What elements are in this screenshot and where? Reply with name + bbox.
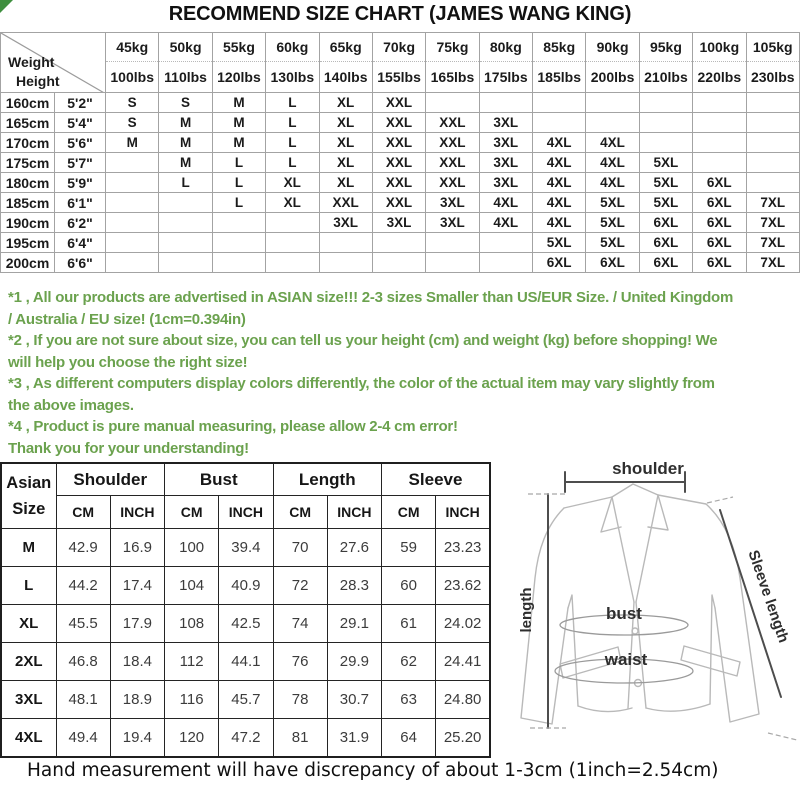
- recommended-size-cell: [479, 253, 532, 273]
- weight-lbs-header: 165lbs: [426, 62, 479, 93]
- recommended-size-cell: XL: [266, 193, 319, 213]
- weight-kg-header: 75kg: [426, 33, 479, 62]
- recommended-size-cell: 5XL: [586, 193, 639, 213]
- measurement-value-cell: 48.1: [56, 681, 110, 719]
- recommended-size-cell: [533, 113, 586, 133]
- size-label: Size: [12, 500, 46, 518]
- measurement-value-cell: 44.1: [219, 643, 273, 681]
- asian-size-row-header: 3XL: [1, 681, 56, 719]
- weight-kg-header: 70kg: [372, 33, 425, 62]
- height-cm-header: 195cm: [1, 233, 55, 253]
- recommended-size-cell: 6XL: [639, 253, 692, 273]
- recommended-size-cell: 3XL: [372, 213, 425, 233]
- measure-row: [1, 605, 490, 643]
- measurement-value-cell: 23.62: [436, 567, 490, 605]
- matrix-row: [1, 173, 800, 193]
- recommended-size-cell: 5XL: [533, 233, 586, 253]
- weight-lbs-header: 175lbs: [479, 62, 532, 93]
- height-ft-header: 6'2": [55, 213, 106, 233]
- recommended-size-cell: [266, 233, 319, 253]
- recommended-size-cell: [319, 253, 372, 273]
- recommended-size-cell: [319, 233, 372, 253]
- recommended-size-cell: 6XL: [586, 253, 639, 273]
- measure-row: [1, 681, 490, 719]
- recommended-size-cell: 6XL: [693, 193, 746, 213]
- matrix-header-row-lbs: [1, 62, 800, 93]
- measurement-value-cell: 47.2: [219, 719, 273, 758]
- recommended-size-cell: [159, 193, 212, 213]
- recommended-size-cell: [266, 253, 319, 273]
- recommended-size-cell: 6XL: [693, 213, 746, 233]
- corner-height-label: Height: [16, 73, 60, 89]
- measure-row: [1, 529, 490, 567]
- recommended-size-cell: 3XL: [479, 173, 532, 193]
- recommended-size-cell: [159, 213, 212, 233]
- recommended-size-cell: [479, 233, 532, 253]
- recommended-size-cell: XXL: [372, 133, 425, 153]
- note-line: *1 , All our products are advertised in ASIAN size!!! 2-3 sizes Smaller than US/EUR Size. / United Kingdom: [8, 289, 734, 306]
- measure-header-row-groups: [1, 463, 490, 496]
- measure-row: [1, 719, 490, 758]
- recommended-size-cell: [746, 133, 800, 153]
- height-cm-header: 165cm: [1, 113, 55, 133]
- measurement-value-cell: 23.23: [436, 529, 490, 567]
- recommended-size-cell: L: [212, 153, 265, 173]
- note-line: the above images.: [8, 396, 134, 414]
- weight-kg-header: 105kg: [746, 33, 800, 62]
- measurement-value-cell: 24.02: [436, 605, 490, 643]
- height-cm-header: 200cm: [1, 253, 55, 273]
- measurement-value-cell: 42.5: [219, 605, 273, 643]
- measurement-value-cell: 76: [273, 643, 327, 681]
- recommended-size-cell: L: [266, 113, 319, 133]
- asian-size-row-header: 4XL: [1, 719, 56, 758]
- measurement-value-cell: 70: [273, 529, 327, 567]
- recommended-size-cell: [426, 233, 479, 253]
- unit-header: INCH: [436, 496, 490, 529]
- recommended-size-cell: L: [266, 153, 319, 173]
- asian-size-row-header: M: [1, 529, 56, 567]
- recommended-size-cell: 3XL: [426, 193, 479, 213]
- unit-header: CM: [165, 496, 219, 529]
- recommended-size-cell: [212, 253, 265, 273]
- recommended-size-cell: M: [159, 113, 212, 133]
- recommended-size-cell: 5XL: [586, 213, 639, 233]
- measurement-value-cell: 45.7: [219, 681, 273, 719]
- recommended-size-cell: 4XL: [479, 193, 532, 213]
- asian-size-row-header: XL: [1, 605, 56, 643]
- measurement-value-cell: 108: [165, 605, 219, 643]
- recommended-size-cell: 6XL: [639, 213, 692, 233]
- footer-note: Hand measurement will have discrepancy of about 1-3cm (1inch=2.54cm): [27, 760, 719, 781]
- recommended-size-cell: XXL: [426, 173, 479, 193]
- size-matrix-table: [0, 32, 800, 273]
- weight-lbs-header: 185lbs: [533, 62, 586, 93]
- matrix-header-row-kg: [1, 33, 800, 62]
- recommended-size-cell: 6XL: [639, 233, 692, 253]
- measurement-value-cell: 64: [382, 719, 436, 758]
- weight-lbs-header: 100lbs: [106, 62, 159, 93]
- measurement-value-cell: 44.2: [56, 567, 110, 605]
- weight-kg-header: 90kg: [586, 33, 639, 62]
- matrix-row: [1, 233, 800, 253]
- recommended-size-cell: XXL: [319, 193, 372, 213]
- recommended-size-cell: [106, 173, 159, 193]
- measurement-value-cell: 104: [165, 567, 219, 605]
- height-ft-header: 5'6": [55, 133, 106, 153]
- recommended-size-cell: XL: [319, 133, 372, 153]
- measurement-value-cell: 40.9: [219, 567, 273, 605]
- recommended-size-cell: [586, 113, 639, 133]
- weight-lbs-header: 130lbs: [266, 62, 319, 93]
- height-cm-header: 180cm: [1, 173, 55, 193]
- height-cm-header: 190cm: [1, 213, 55, 233]
- measurement-value-cell: 24.80: [436, 681, 490, 719]
- height-ft-header: 5'9": [55, 173, 106, 193]
- recommended-size-cell: L: [212, 193, 265, 213]
- measure-group-header: Sleeve: [382, 463, 491, 496]
- recommended-size-cell: 7XL: [746, 253, 800, 273]
- unit-header: CM: [382, 496, 436, 529]
- weight-kg-header: 95kg: [639, 33, 692, 62]
- measurement-value-cell: 61: [382, 605, 436, 643]
- measurement-value-cell: 19.4: [110, 719, 164, 758]
- recommended-size-cell: XXL: [372, 193, 425, 213]
- recommended-size-cell: [746, 113, 800, 133]
- recommended-size-cell: XXL: [372, 113, 425, 133]
- measurement-value-cell: 116: [165, 681, 219, 719]
- recommended-size-cell: [693, 133, 746, 153]
- recommended-size-cell: [426, 253, 479, 273]
- measurement-value-cell: 60: [382, 567, 436, 605]
- note-line: Thank you for your understanding!: [8, 439, 249, 457]
- measurement-value-cell: 28.3: [327, 567, 381, 605]
- recommended-size-cell: [266, 213, 319, 233]
- recommended-size-cell: [372, 253, 425, 273]
- recommended-size-cell: 7XL: [746, 213, 800, 233]
- recommended-size-cell: 5XL: [586, 233, 639, 253]
- recommended-size-cell: 3XL: [426, 213, 479, 233]
- weight-lbs-header: 140lbs: [319, 62, 372, 93]
- note-line: will help you choose the right size!: [8, 353, 248, 371]
- recommended-size-cell: 6XL: [533, 253, 586, 273]
- recommended-size-cell: XL: [319, 173, 372, 193]
- recommended-size-cell: XL: [319, 113, 372, 133]
- recommended-size-cell: M: [212, 113, 265, 133]
- measurement-value-cell: 120: [165, 719, 219, 758]
- matrix-row: [1, 213, 800, 233]
- measure-group-header: Length: [273, 463, 382, 496]
- weight-kg-header: 100kg: [693, 33, 746, 62]
- measurement-table: [0, 462, 491, 758]
- recommended-size-cell: 3XL: [479, 153, 532, 173]
- asian-size-corner-cell: [1, 463, 56, 529]
- height-cm-header: 170cm: [1, 133, 55, 153]
- waist-label: waist: [604, 650, 648, 669]
- shoulder-label: shoulder: [612, 459, 684, 478]
- weight-kg-header: 45kg: [106, 33, 159, 62]
- measurement-value-cell: 30.7: [327, 681, 381, 719]
- measure-header-row-units: [1, 496, 490, 529]
- measurement-value-cell: 59: [382, 529, 436, 567]
- recommended-size-cell: 4XL: [533, 213, 586, 233]
- recommended-size-cell: 4XL: [479, 213, 532, 233]
- recommended-size-cell: 6XL: [693, 253, 746, 273]
- recommended-size-cell: 5XL: [639, 173, 692, 193]
- height-cm-header: 175cm: [1, 153, 55, 173]
- weight-lbs-header: 210lbs: [639, 62, 692, 93]
- measurement-value-cell: 45.5: [56, 605, 110, 643]
- recommended-size-cell: M: [212, 93, 265, 113]
- measurement-value-cell: 46.8: [56, 643, 110, 681]
- weight-lbs-header: 120lbs: [212, 62, 265, 93]
- recommended-size-cell: [479, 93, 532, 113]
- weight-lbs-header: 155lbs: [372, 62, 425, 93]
- matrix-row: [1, 253, 800, 273]
- recommended-size-cell: S: [159, 93, 212, 113]
- measurement-value-cell: 74: [273, 605, 327, 643]
- recommended-size-cell: [426, 93, 479, 113]
- measurement-value-cell: 31.9: [327, 719, 381, 758]
- height-cm-header: 160cm: [1, 93, 55, 113]
- recommended-size-cell: XXL: [372, 93, 425, 113]
- measurement-value-cell: 78: [273, 681, 327, 719]
- recommended-size-cell: [693, 153, 746, 173]
- recommended-size-cell: [212, 233, 265, 253]
- recommended-size-cell: 6XL: [693, 233, 746, 253]
- jacket-measurement-diagram: [500, 450, 800, 760]
- weight-kg-header: 85kg: [533, 33, 586, 62]
- recommended-size-cell: [106, 233, 159, 253]
- measurement-value-cell: 29.1: [327, 605, 381, 643]
- recommended-size-cell: [639, 133, 692, 153]
- measure-row: [1, 567, 490, 605]
- recommended-size-cell: 4XL: [586, 133, 639, 153]
- recommended-size-cell: 3XL: [479, 133, 532, 153]
- recommended-size-cell: XL: [319, 153, 372, 173]
- recommended-size-cell: 5XL: [639, 153, 692, 173]
- matrix-row: [1, 193, 800, 213]
- recommended-size-cell: 4XL: [533, 153, 586, 173]
- measurement-value-cell: 18.9: [110, 681, 164, 719]
- recommended-size-cell: 4XL: [533, 173, 586, 193]
- weight-lbs-header: 200lbs: [586, 62, 639, 93]
- weight-kg-header: 50kg: [159, 33, 212, 62]
- recommended-size-cell: XL: [319, 93, 372, 113]
- recommended-size-cell: [106, 213, 159, 233]
- measurement-lines: [548, 472, 781, 728]
- measurement-value-cell: 42.9: [56, 529, 110, 567]
- measurement-value-cell: 112: [165, 643, 219, 681]
- height-ft-header: 6'1": [55, 193, 106, 213]
- recommended-size-cell: [586, 93, 639, 113]
- note-line: *3 , As different computers display colors differently, the color of the actual item may vary slightly from: [8, 375, 715, 392]
- recommended-size-cell: [159, 233, 212, 253]
- height-ft-header: 6'6": [55, 253, 106, 273]
- measurement-value-cell: 29.9: [327, 643, 381, 681]
- note-line: / Australia / EU size! (1cm=0.394in): [8, 310, 246, 328]
- measure-group-header: Bust: [165, 463, 274, 496]
- asian-size-row-header: L: [1, 567, 56, 605]
- recommended-size-cell: 4XL: [586, 153, 639, 173]
- measurement-value-cell: 18.4: [110, 643, 164, 681]
- recommended-size-cell: 5XL: [639, 193, 692, 213]
- unit-header: INCH: [219, 496, 273, 529]
- weight-kg-header: 65kg: [319, 33, 372, 62]
- measurement-value-cell: 62: [382, 643, 436, 681]
- weight-lbs-header: 110lbs: [159, 62, 212, 93]
- recommended-size-cell: M: [159, 133, 212, 153]
- recommended-size-cell: M: [106, 133, 159, 153]
- measurement-value-cell: 24.41: [436, 643, 490, 681]
- recommended-size-cell: XXL: [426, 133, 479, 153]
- recommended-size-cell: L: [266, 93, 319, 113]
- weight-lbs-header: 230lbs: [746, 62, 800, 93]
- recommended-size-cell: [693, 113, 746, 133]
- measurement-value-cell: 17.4: [110, 567, 164, 605]
- measurement-value-cell: 81: [273, 719, 327, 758]
- recommended-size-cell: M: [212, 133, 265, 153]
- recommended-size-cell: [746, 153, 800, 173]
- measurement-value-cell: 49.4: [56, 719, 110, 758]
- recommended-size-cell: 6XL: [693, 173, 746, 193]
- recommended-size-cell: 4XL: [533, 193, 586, 213]
- recommended-size-cell: [372, 233, 425, 253]
- length-label: length: [518, 587, 535, 633]
- weight-kg-header: 60kg: [266, 33, 319, 62]
- recommended-size-cell: XXL: [426, 113, 479, 133]
- measurement-value-cell: 25.20: [436, 719, 490, 758]
- corner-weight-label: Weight: [8, 54, 55, 70]
- weight-kg-header: 80kg: [479, 33, 532, 62]
- matrix-row: [1, 93, 800, 113]
- recommended-size-cell: 4XL: [533, 133, 586, 153]
- recommended-size-cell: S: [106, 113, 159, 133]
- recommended-size-cell: [746, 173, 800, 193]
- matrix-row: [1, 133, 800, 153]
- matrix-row: [1, 113, 800, 133]
- bust-label: bust: [606, 604, 642, 623]
- recommended-size-cell: [106, 253, 159, 273]
- height-ft-header: 5'4": [55, 113, 106, 133]
- recommended-size-cell: 7XL: [746, 233, 800, 253]
- recommended-size-cell: L: [266, 133, 319, 153]
- unit-header: INCH: [110, 496, 164, 529]
- note-line: *2 , If you are not sure about size, you can tell us your height (cm) and weight (kg) before shopping! We: [8, 332, 718, 349]
- measure-row: [1, 643, 490, 681]
- unit-header: CM: [273, 496, 327, 529]
- recommended-size-cell: S: [106, 93, 159, 113]
- height-ft-header: 5'7": [55, 153, 106, 173]
- recommended-size-cell: [533, 93, 586, 113]
- weight-height-corner-cell: [1, 33, 106, 93]
- asian-size-row-header: 2XL: [1, 643, 56, 681]
- height-cm-header: 185cm: [1, 193, 55, 213]
- recommended-size-cell: [212, 213, 265, 233]
- recommended-size-cell: [693, 93, 746, 113]
- recommended-size-cell: 7XL: [746, 193, 800, 213]
- recommended-size-cell: XL: [266, 173, 319, 193]
- measurement-value-cell: 100: [165, 529, 219, 567]
- recommended-size-cell: [746, 93, 800, 113]
- page-title: RECOMMEND SIZE CHART (JAMES WANG KING): [168, 3, 632, 25]
- measurement-value-cell: 63: [382, 681, 436, 719]
- recommended-size-cell: [639, 113, 692, 133]
- sleeve-length-label: Sleeve length: [744, 548, 793, 646]
- asian-label: Asian: [6, 473, 52, 492]
- measurement-value-cell: 16.9: [110, 529, 164, 567]
- unit-header: INCH: [327, 496, 381, 529]
- measurement-value-cell: 27.6: [327, 529, 381, 567]
- recommended-size-cell: [159, 253, 212, 273]
- recommended-size-cell: [106, 193, 159, 213]
- recommended-size-cell: XXL: [372, 173, 425, 193]
- height-ft-header: 5'2": [55, 93, 106, 113]
- recommended-size-cell: XXL: [372, 153, 425, 173]
- recommended-size-cell: [639, 93, 692, 113]
- recommended-size-cell: L: [212, 173, 265, 193]
- recommended-size-cell: XXL: [426, 153, 479, 173]
- weight-lbs-header: 220lbs: [693, 62, 746, 93]
- recommended-size-cell: [106, 153, 159, 173]
- recommended-size-cell: 4XL: [586, 173, 639, 193]
- notes-block: [8, 287, 800, 459]
- unit-header: CM: [56, 496, 110, 529]
- note-line: *4 , Product is pure manual measuring, please allow 2-4 cm error!: [8, 418, 458, 435]
- measurement-value-cell: 17.9: [110, 605, 164, 643]
- weight-kg-header: 55kg: [212, 33, 265, 62]
- recommended-size-cell: 3XL: [479, 113, 532, 133]
- recommended-size-cell: 3XL: [319, 213, 372, 233]
- measure-group-header: Shoulder: [56, 463, 165, 496]
- measurement-value-cell: 39.4: [219, 529, 273, 567]
- matrix-row: [1, 153, 800, 173]
- measurement-value-cell: 72: [273, 567, 327, 605]
- recommended-size-cell: L: [159, 173, 212, 193]
- height-ft-header: 6'4": [55, 233, 106, 253]
- recommended-size-cell: M: [159, 153, 212, 173]
